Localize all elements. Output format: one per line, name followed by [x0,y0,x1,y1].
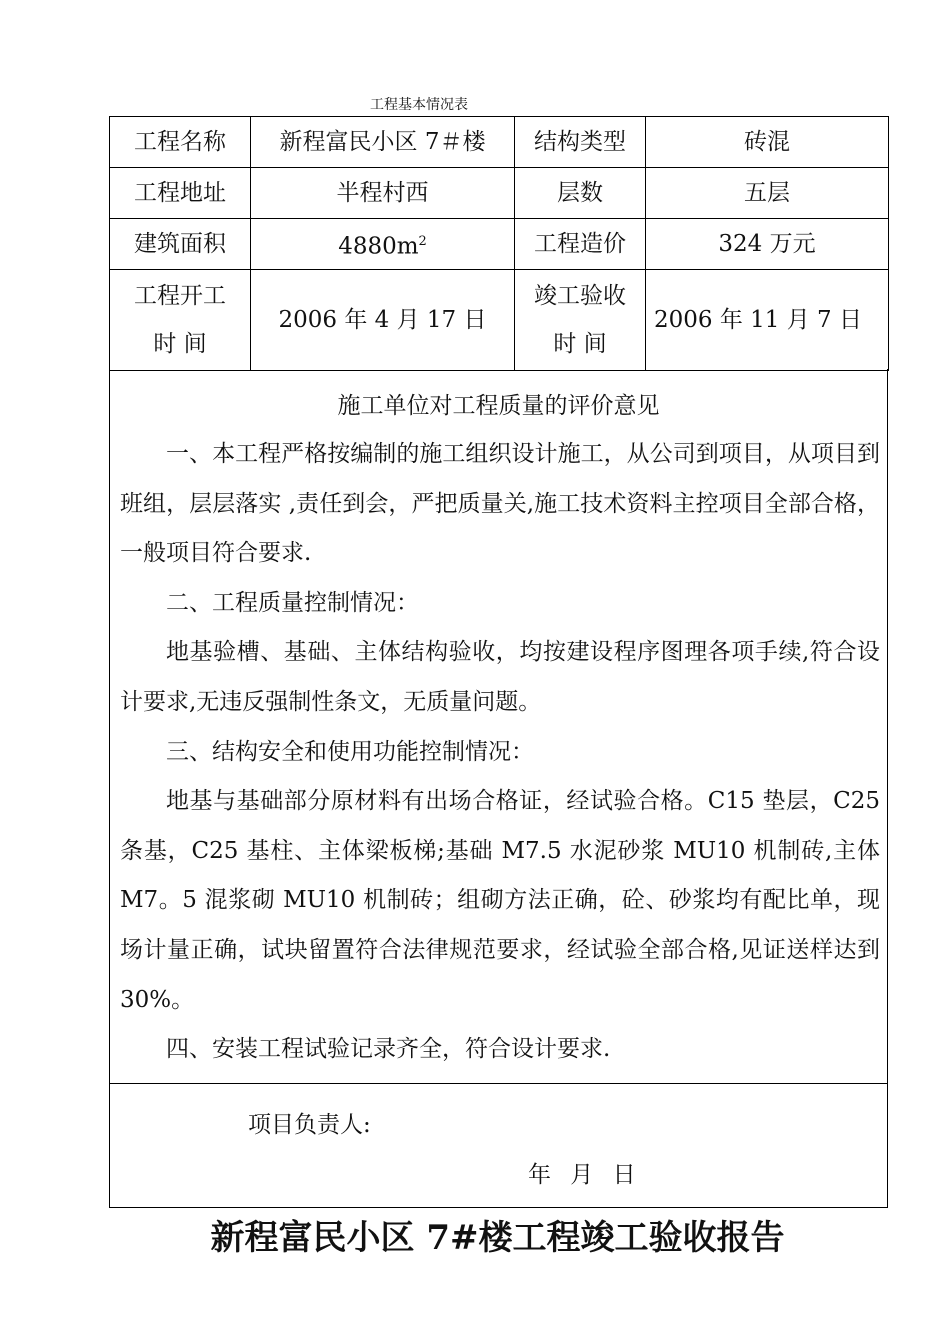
evaluation-paragraph: 二、工程质量控制情况： [166,589,419,616]
value-floors: 五层 [646,168,889,219]
evaluation-paragraph: 三、结构安全和使用功能控制情况： [166,738,534,765]
table-caption: 工程基本情况表 [370,97,468,113]
value-start-time: 2006 年 4 月 17 日 [251,270,515,371]
label-structure-type: 结构类型 [515,117,646,168]
label-start-time-line1: 工程开工 [134,283,226,309]
label-project-name: 工程名称 [110,117,251,168]
area-number: 4880m [338,233,419,260]
label-building-area: 建筑面积 [110,219,251,270]
label-start-time [110,270,251,371]
label-acceptance-time-line2: 时 间 [553,331,607,357]
label-acceptance-time-line1: 竣工验收 [534,283,626,309]
value-project-address: 半程村西 [251,168,515,219]
label-floors: 层数 [515,168,646,219]
label-project-address: 工程地址 [110,168,251,219]
evaluation-paragraph: 一、本工程严格按编制的施工组织设计施工，从公司到项目，从项目到班组，层层落实 ,责任到会，严把质量关,施工技术资料主控项目全部合格，一般项目符合要求. [120,441,880,567]
evaluation-title: 施工单位对工程质量的评价意见 [337,393,660,419]
quality-evaluation-section [109,369,888,1084]
project-responsible-label: 项目负责人: [248,1112,371,1138]
value-project-name: 新程富民小区 7＃楼 [251,117,515,168]
project-info-table [109,116,889,371]
label-project-cost: 工程造价 [515,219,646,270]
label-acceptance-time [515,270,646,371]
area-superscript: 2 [418,233,427,249]
evaluation-paragraph: 四、安装工程试验记录齐全，符合设计要求. [166,1036,611,1063]
table-row [110,270,889,371]
evaluation-body [120,430,880,1075]
table-row [110,117,889,168]
signature-date: 年 月 日 [528,1162,636,1188]
report-title: 新程富民小区 7#楼工程竣工验收报告 [210,1218,785,1258]
evaluation-paragraph: 地基验槽、基础、主体结构验收，均按建设程序图理各项手续,符合设计要求,无违反强制性条文，无质量问题。 [120,639,880,715]
signature-section [109,1084,888,1208]
value-project-cost: 324 万元 [646,219,889,270]
value-structure-type: 砖混 [646,117,889,168]
table-row [110,168,889,219]
label-start-time-line2: 时 间 [153,331,207,357]
evaluation-paragraph: 地基与基础部分原材料有出场合格证，经试验合格。C15 垫层，C25 条基，C25 基柱、主体梁板梯;基础 M7.5 水泥砂浆 MU10 机制砖,主体 M7。5 混浆砌 MU10 机制砖；组砌方法正确，砼、砂浆均有配比单，现场计量正确，试块留置符合法律规范要求，经试验全部合格,见证送样达到 30%。 [120,788,880,1013]
table-row [110,219,889,270]
value-building-area [251,219,515,270]
value-acceptance-time: 2006 年 11 月 7 日 [646,270,889,371]
